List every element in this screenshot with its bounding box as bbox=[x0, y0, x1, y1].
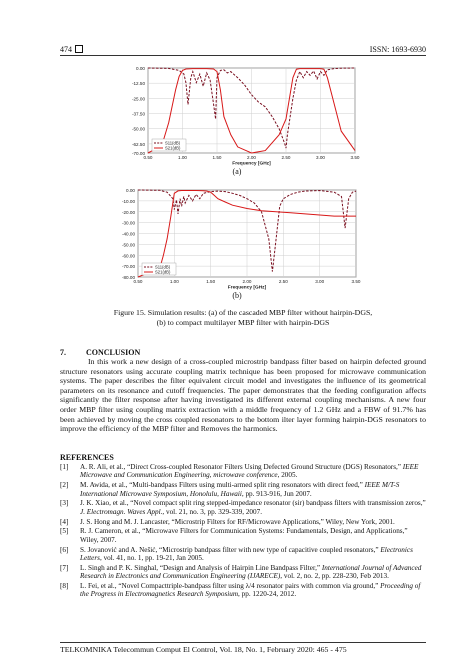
square-icon bbox=[75, 45, 83, 53]
y-tick-label: -60.00 bbox=[121, 253, 135, 259]
y-tick-label: -70.00 bbox=[131, 151, 145, 156]
reference-item bbox=[60, 546, 426, 563]
x-tick-label: 3.00 bbox=[316, 155, 325, 160]
y-tick-label: 0.00 bbox=[136, 66, 145, 71]
x-tick-label: 3.00 bbox=[315, 279, 325, 284]
y-tick-label: -50.00 bbox=[121, 242, 135, 248]
x-tick-label: 3.50 bbox=[351, 279, 361, 284]
reference-number: [5] bbox=[60, 527, 69, 536]
figure-a-label: (a) bbox=[232, 167, 242, 176]
y-tick-label: -20.00 bbox=[121, 209, 135, 215]
y-tick-label: -80.00 bbox=[121, 275, 135, 280]
section-number: 7. bbox=[60, 348, 66, 357]
y-tick-label: -70.00 bbox=[121, 264, 135, 270]
y-tick-label: -40.00 bbox=[121, 231, 135, 237]
reference-number: [4] bbox=[60, 517, 69, 526]
footer-text: TELKOMNIKA Telecommun Comput El Control, Vol. 18, No. 1, February 2020: 465 - 475 bbox=[60, 645, 347, 654]
references-heading: REFERENCES bbox=[60, 453, 114, 462]
y-tick-label: -50.00 bbox=[131, 126, 145, 132]
x-tick-label: 2.50 bbox=[278, 279, 288, 284]
x-tick-label: 1.50 bbox=[212, 155, 222, 160]
x-tick-label: 0.50 bbox=[133, 279, 143, 284]
reference-text: L. Singh and P. K. Singhal, “Design and Analysis of Hairpin Line Bandpass Filter,” International Journal of Advanced Research in Electronics and Communication Engineering (IJARECE), vol. 2, no. 2, pp. 228-230, Feb 2013. bbox=[80, 563, 422, 581]
y-tick-label: -12.50 bbox=[131, 81, 145, 87]
reference-item bbox=[60, 527, 426, 544]
legend-label: S21(dB) bbox=[155, 269, 171, 275]
page-number: 474 bbox=[60, 45, 83, 54]
chart-b bbox=[0, 180, 474, 290]
reference-text: L. Fei, et al., “Novel Compacttriple-bandpass filter using λ/4 resonator pairs with common via ground,” Proceeding of the Progress in Electromagnetics Research Symposium, pp. 1220-24, 2012. bbox=[80, 582, 421, 599]
y-tick-label: -25.00 bbox=[131, 96, 145, 102]
y-tick-label: -62.50 bbox=[131, 141, 145, 147]
reference-number: [7] bbox=[60, 563, 69, 572]
reference-number: [8] bbox=[60, 582, 69, 591]
reference-number: [2] bbox=[60, 481, 69, 490]
reference-number: [3] bbox=[60, 499, 69, 508]
reference-item bbox=[60, 564, 426, 581]
section-heading bbox=[60, 348, 140, 357]
x-tick-label: 1.00 bbox=[178, 155, 187, 160]
reference-item bbox=[60, 499, 426, 516]
issn: ISSN: 1693-6930 bbox=[369, 45, 426, 54]
reference-text: J. K. Xiao, et al., “Novel compact split ring stepped-impedance resonator (sir) bandpass filters with transmission zeros,” J. Electromagn. Waves Appl., vol. 21, no. 3, pp. 329-339, 2007. bbox=[80, 499, 426, 516]
legend-label: S11(dB) bbox=[155, 264, 171, 270]
x-tick-label: 1.00 bbox=[169, 279, 179, 284]
header-rule bbox=[60, 55, 426, 56]
chart-a bbox=[0, 62, 474, 167]
reference-item bbox=[60, 518, 426, 526]
reference-text: M. Awida, et al., “Multi-bandpass Filters using multi-armed split ring resonators with direct feed,” IEEE M/T-S International Microwave Symposium, Honolulu, Hawaii, pp. 913-916, Jun 2007. bbox=[80, 481, 400, 498]
footer-rule bbox=[60, 642, 426, 643]
figure-caption-line1: Figure 15. Simulation results: (a) of the cascaded MBP filter without hairpin-DGS, bbox=[113, 308, 373, 317]
figure-caption bbox=[60, 308, 426, 328]
x-axis-label: Frequency [GHz] bbox=[227, 285, 267, 290]
reference-number: [6] bbox=[60, 545, 69, 554]
reference-text: S. Jovanović and A. Nešić, “Microstrip bandpass filter with new type of capacitive coupled resonators,” Electronics Letters, vol. 41, no. 1, pp. 19-21, Jan 2005. bbox=[80, 545, 413, 563]
references-list bbox=[60, 463, 426, 600]
reference-text: A. R. Ali, et al., “Direct Cross-coupled Resonator Filters Using Defected Ground Structure (DGS) Resonators,” IEEE Microwave and Communication Engineering, microwave conference, 2005. bbox=[80, 463, 419, 480]
figure-a bbox=[0, 62, 474, 167]
x-axis-label: Frequency [GHz] bbox=[232, 161, 271, 167]
section-title: CONCLUSION bbox=[86, 348, 141, 357]
figure-caption-line2: (b) to compact multilayer MBP filter with hairpin-DGS bbox=[156, 318, 330, 327]
y-tick-label: 0.00 bbox=[126, 188, 135, 193]
reference-item bbox=[60, 582, 426, 599]
x-tick-label: 3.50 bbox=[350, 155, 360, 160]
y-tick-label: -10.00 bbox=[121, 198, 135, 204]
y-tick-label: -30.00 bbox=[121, 220, 135, 226]
figure-b bbox=[0, 180, 474, 290]
x-tick-label: 0.50 bbox=[143, 155, 153, 160]
conclusion-paragraph: In this work a new design of a cross-coupled microstrip bandpass filter based on hairpin defected ground structure resonators using accurate coupling matrix technique has been proposed for microwave communication systems. The paper describes the filter equivalent circuit model and investigates the influence of its geometrical parameters on its resonance and cutoff frequencies. The paper demonstrates that the feeding configuration affects significantly the filter response after having investigated its different external coupling mechanisms. A new four order MBP filter using coupling matrix extraction with a middle frequency of 1.2 GHz and a FBW of 91.7% has been achieved by moving the cross coupled resonators to the bottom ilter layer forming hairpin-DGS resonators to improve the efficiency of the MBP filter and Removes the harmonics. bbox=[60, 357, 426, 434]
x-tick-label: 1.50 bbox=[206, 279, 216, 284]
legend-label: S21(dB) bbox=[165, 145, 181, 151]
reference-item bbox=[60, 481, 426, 498]
figure-b-label: (b) bbox=[232, 291, 242, 300]
reference-item bbox=[60, 463, 426, 480]
x-tick-label: 2.50 bbox=[281, 155, 291, 160]
reference-number: [1] bbox=[60, 463, 69, 471]
y-tick-label: -37.50 bbox=[131, 111, 145, 117]
reference-text: J. S. Hong and M. J. Lancaster, “Microstrip Filters for RF/Microwave Applications,” Wiley, New York, 2001. bbox=[80, 517, 395, 526]
x-tick-label: 2.00 bbox=[247, 155, 256, 160]
reference-text: R. J. Cameron, et al., “Microwave Filters for Communication Systems: Fundamentals, Design, and Applications,” Wiley, 2007. bbox=[80, 527, 408, 544]
legend-label: S11(dB) bbox=[165, 140, 181, 146]
x-tick-label: 2.00 bbox=[242, 279, 252, 284]
